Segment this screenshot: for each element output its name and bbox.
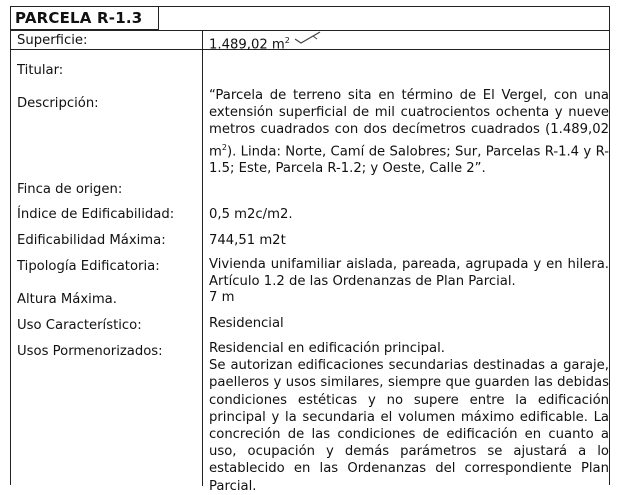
value-uso-caracteristico: Residencial (209, 316, 284, 331)
usos-line1: Residencial en edificación principal. (209, 341, 445, 356)
label-descripcion: Descripción: (17, 96, 99, 111)
label-finca-origen: Finca de origen: (17, 182, 123, 197)
label-edificabilidad-maxima: Edificabilidad Máxima: (17, 233, 166, 248)
parcel-title: PARCELA R-1.3 (11, 7, 159, 30)
handwritten-check-mark (293, 30, 323, 46)
label-titular: Titular: (17, 63, 64, 78)
value-descripcion: “Parcela de terreno sita en término de El Vergel, con una extensión superficial de mil cuatrocientos ochenta y nueve metros cuadrados con dos decímetros cuadrados (1.489,02 $m^2$). Linda: Norte, Camí de Salobres; Sur, Parcelas R-1.4 y R-1.5; Este, Parcela R-1.2; y Oeste, Calle 2”. (209, 88, 609, 177)
parcel-sheet (10, 6, 610, 494)
label-superficie: Superficie: (17, 33, 88, 48)
label-altura: Altura Máxima. (17, 292, 117, 307)
value-altura: 7 m (209, 290, 235, 305)
label-usos-pormenorizados: Usos Pormenorizados: (17, 344, 163, 359)
value-tipologia: Vivienda unifamiliar aislada, pareada, agrupada y en hilera. Artículo 1.2 de las Ordenanzas de Plan Parcial. (209, 257, 609, 290)
usos-detail: Se autorizan edificaciones secundarias destinadas a garaje, paelleros y usos similares, siempre que guarden las debidas condiciones estéticas y no supere entre la edificación principal y la secundaria el volumen máximo edificable. La concreción de las condiciones de edificación en cuanto a uso, ocupación y demás parámetros se ajustará a lo establecido en las Ordenanzas del correspondiente Plan Parcial. (209, 358, 609, 494)
value-edificabilidad-maxima: 744,51 m2t (209, 233, 286, 248)
label-tipologia: Tipología Edificatoria: (17, 259, 160, 274)
label-indice-edificabilidad: Índice de Edificabilidad: (17, 207, 175, 222)
value-indice-edificabilidad: 0,5 m2c/m2. (209, 207, 293, 222)
column-divider (202, 30, 203, 486)
value-usos-pormenorizados (209, 340, 609, 495)
value-superficie: 1.489,02 $m^2$ (209, 36, 290, 53)
label-uso-caracteristico: Uso Característico: (17, 318, 142, 333)
